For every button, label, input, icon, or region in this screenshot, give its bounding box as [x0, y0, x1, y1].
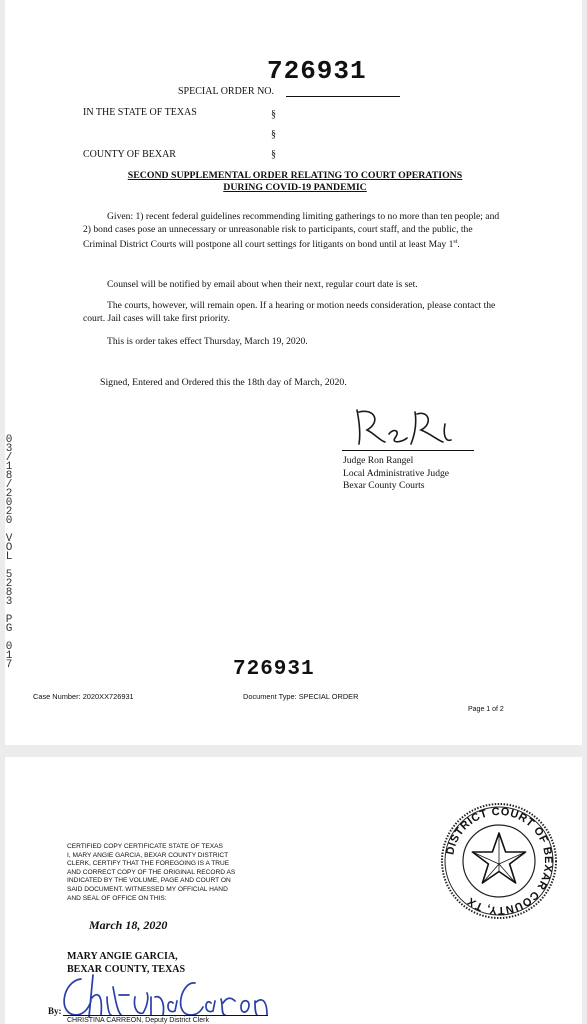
- certificate-line: AND SEAL OF OFFICE ON THIS:: [67, 894, 167, 902]
- margin-stamp-char: V: [5, 533, 13, 545]
- document-page-2: [5, 757, 582, 1024]
- margin-stamp-char: 1: [5, 461, 13, 473]
- caption-county: COUNTY OF BEXAR: [83, 149, 176, 160]
- margin-stamp-char: 3: [5, 596, 13, 608]
- judge-org: Bexar County Courts: [343, 480, 425, 491]
- margin-stamp-char: /: [5, 479, 13, 491]
- section-mark: §: [271, 149, 276, 160]
- certificate-line: CLERK, CERTIFY THAT THE FOREGOING IS A TRUE: [67, 860, 230, 868]
- margin-stamp-char: 5: [5, 569, 13, 581]
- bottom-order-stamp: 726931: [233, 658, 315, 681]
- margin-stamp-char: O: [5, 542, 13, 554]
- margin-stamp-char: 0: [5, 515, 13, 527]
- margin-stamp-char: /: [5, 452, 13, 464]
- page-indicator: Page 1 of 2: [468, 706, 504, 713]
- margin-stamp-char: 0: [5, 497, 13, 509]
- certificate-text: [67, 843, 235, 903]
- margin-stamp-char: 0: [5, 641, 13, 653]
- order-title-line-1: SECOND SUPPLEMENTAL ORDER RELATING TO COURT OPERATIONS: [127, 170, 463, 181]
- judge-signature: [345, 400, 485, 454]
- certificate-line: AND CORRECT COPY OF THE ORIGINAL RECORD AS: [67, 868, 236, 876]
- signature-line: [342, 450, 474, 451]
- order-paragraph-4: This is order takes effect Thursday, March 19, 2020.: [107, 336, 308, 347]
- order-number-underline: [286, 96, 400, 97]
- clerk-signature-line: [63, 1015, 268, 1016]
- margin-stamp-char: 7: [5, 659, 13, 671]
- margin-stamp-char: 2: [5, 488, 13, 500]
- certificate-line: CERTIFIED COPY CERTIFICATE STATE OF TEXAS: [67, 843, 223, 850]
- order-paragraph-3: The courts, however, will remain open. If a hearing or motion needs consideration, please contact the court. Jail cases will take first priority.: [83, 300, 496, 324]
- margin-stamp-char: P: [5, 614, 13, 626]
- margin-stamp-char: L: [5, 551, 13, 563]
- court-seal: [440, 802, 558, 920]
- clerk-county: BEXAR COUNTY, TEXAS: [67, 964, 186, 975]
- margin-stamp-char: 1: [5, 650, 13, 662]
- signature-block: [343, 455, 449, 493]
- caption-state: IN THE STATE OF TEXAS: [83, 107, 197, 118]
- judge-title: Local Administrative Judge: [343, 467, 450, 479]
- margin-stamp-char: 3: [5, 443, 13, 455]
- certificate-line: I, MARY ANGIE GARCIA, BEXAR COUNTY DISTRICT: [67, 851, 229, 859]
- margin-stamp-char: 8: [5, 470, 13, 482]
- margin-stamp-char: 0: [5, 434, 13, 446]
- special-order-label: SPECIAL ORDER NO.: [178, 86, 275, 97]
- margin-volume-stamp: [2, 436, 16, 670]
- certificate-line: SAID DOCUMENT. WITNESSED MY OFFICIAL HAND: [67, 885, 228, 893]
- section-mark: §: [271, 109, 276, 120]
- clerk-name: MARY ANGIE GARCIA,: [67, 951, 178, 962]
- case-number: Case Number: 2020XX726931: [33, 692, 134, 701]
- judge-name: Judge Ron Rangel: [343, 455, 414, 466]
- certificate-date: March 18, 2020: [89, 918, 168, 932]
- order-title-line-2: DURING COVID-19 PANDEMIC: [223, 182, 367, 193]
- deputy-line: CHRISTINA CARREON, Deputy District Clerk: [67, 1017, 209, 1024]
- order-paragraph-1: Given: 1) recent federal guidelines recommending limiting gatherings to no more than ten people; and 2) bond cases pose an unnecessary or unreasonable risk to participants, court staff, and the public, the Criminal District Courts will postpone all court settings for litigants on bond until at least May 1st.: [83, 211, 500, 251]
- signed-line: Signed, Entered and Ordered this the 18th day of March, 2020.: [100, 377, 347, 388]
- section-mark: §: [271, 129, 276, 140]
- document-type: Document Type: SPECIAL ORDER: [243, 692, 359, 701]
- order-number-stamp: 726931: [267, 56, 367, 86]
- margin-stamp-char: G: [5, 623, 13, 635]
- margin-stamp-char: 2: [5, 578, 13, 590]
- margin-stamp-char: 2: [5, 506, 13, 518]
- seal-text: DISTRICT COURT OF BEXAR COUNTY, TX: [444, 805, 555, 917]
- order-paragraph-2: Counsel will be notified by email about when their next, regular court date is set.: [107, 279, 418, 290]
- margin-stamp-char: 8: [5, 587, 13, 599]
- by-label: By:: [48, 1006, 62, 1016]
- document-page-1: [5, 0, 582, 745]
- certificate-line: INDICATED BY THE VOLUME, PAGE AND COURT ON: [67, 877, 231, 885]
